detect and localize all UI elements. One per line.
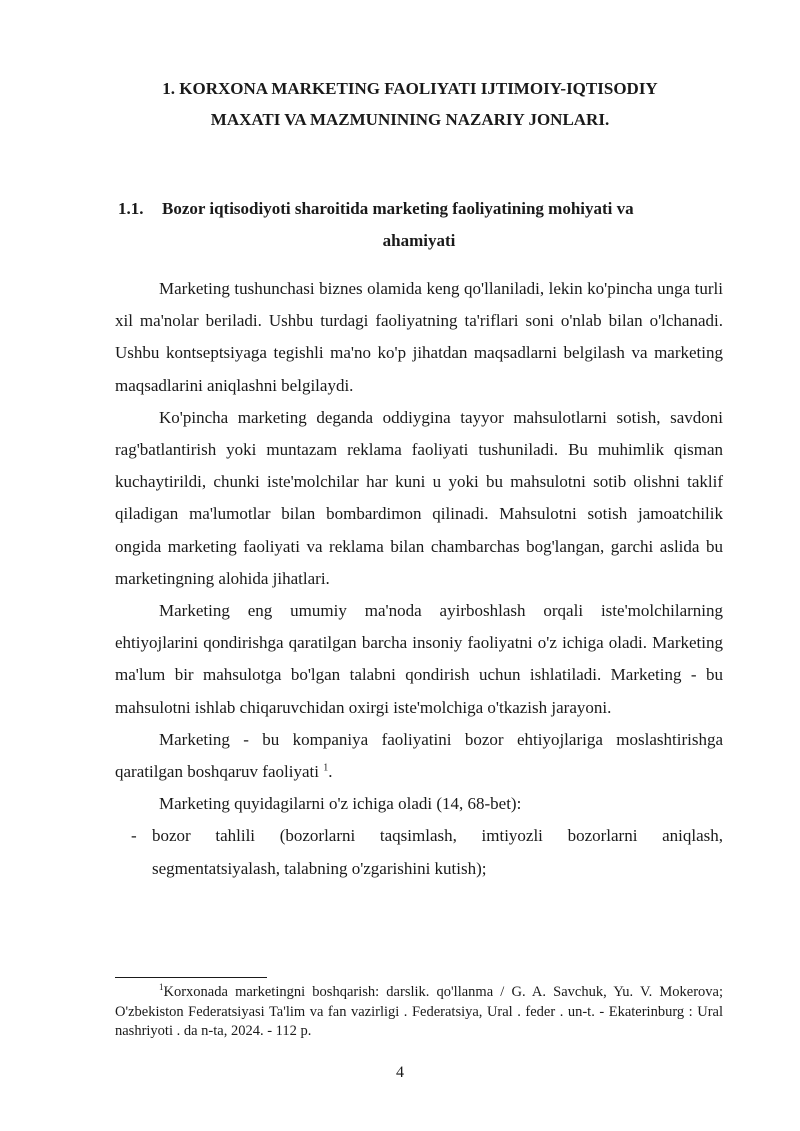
section-number: 1.1. bbox=[118, 199, 144, 218]
footnote-reference[interactable]: 1 bbox=[323, 762, 329, 774]
section-title-line-1: Bozor iqtisodiyoti sharoitida marketing faoliyatining mohiyati va bbox=[162, 199, 634, 218]
footnote-text: Korxonada marketingni boshqarish: darslik. qo'llanma / G. A. Savchuk, Yu. V. Mokerova; O'zbekiston Federatsiyasi Ta'lim va fan vazirligi . Federatsiya, Ural . feder . un-t. - Ekaterinburg : Ural nashriyoti . da n-ta, 2024. - 112 p. bbox=[115, 984, 723, 1040]
paragraph-with-footnote bbox=[115, 724, 723, 788]
paragraph: Marketing eng umumiy ma'noda ayirboshlash orqali iste'molchilarning ehtiyojlarini qondirishga qaratilgan barcha insoniy faoliyatni o'z ichiga oladi. Marketing ma'lum bir mahsulotga bo'lgan talabni qondirish uchun ishlatiladi. Marketing - bu mahsulotni ishlab chiqaruvchidan oxirgi iste'molchiga o'tkazish jarayoni. bbox=[115, 601, 723, 717]
footnote bbox=[115, 983, 723, 1042]
list-item-text: bozor tahlili (bozorlarni taqsimlash, imtiyozli bozorlarni aniqlash, segmentatsiyalash, talabning o'zgarishini kutish); bbox=[152, 826, 723, 878]
page-number: 4 bbox=[396, 1064, 404, 1081]
paragraph: Marketing tushunchasi biznes olamida keng qo'llaniladi, lekin ko'pincha unga turli xil ma'nolar beriladi. Ushbu turdagi faoliyatning ta'riflari soni o'nlab bilan o'lchanadi. Ushbu kontseptsiyaga tegishli ma'no ko'p jihatdan maqsadlarni belgilash va marketing maqsadlarini aniqlashni belgilaydi. bbox=[115, 279, 723, 395]
paragraph: Ko'pincha marketing deganda oddiygina tayyor mahsulotlarni sotish, savdoni rag'batlantirish yoki muntazam reklama faoliyati tushuniladi. Bu muhimlik qisman kuchaytirildi, chunki iste'molchilar har kuni u yoki bu mahsulotni sotib olishni taklif qiladigan ma'lumotlar bilan bombardimon qilinadi. Mahsulotni sotish jamoatchilik ongida marketing faoliyati va reklama bilan chambarchas bog'langan, garchi aslida bu marketingning alohida jihatlari. bbox=[115, 407, 723, 588]
chapter-title-line-1: 1. KORXONA MARKETING FAOLIYATI IJTIMOIY-IQTISODIY bbox=[162, 79, 658, 98]
chapter-title bbox=[100, 73, 720, 135]
section-title-first-line bbox=[118, 193, 720, 225]
list-item bbox=[115, 820, 723, 884]
chapter-title-line-2: MAXATI VA MAZMUNINING NAZARIY JONLARI. bbox=[210, 110, 610, 129]
body-text bbox=[115, 273, 723, 885]
paragraph-text: Marketing - bu kompaniya faoliyatini bozor ehtiyojlariga moslashtirishga qaratilgan boshqaruv faoliyati bbox=[115, 729, 723, 782]
bullet-list bbox=[115, 820, 723, 884]
footnote-mark: 1 bbox=[159, 982, 164, 993]
section-title-line-2: ahamiyati bbox=[382, 231, 456, 250]
list-intro: Marketing quyidagilarni o'z ichiga oladi (14, 68-bet): bbox=[159, 794, 522, 814]
section-title bbox=[118, 193, 720, 257]
paragraph-end: . bbox=[328, 762, 333, 782]
dash-marker: - bbox=[131, 826, 137, 846]
footnote-separator bbox=[115, 977, 267, 978]
